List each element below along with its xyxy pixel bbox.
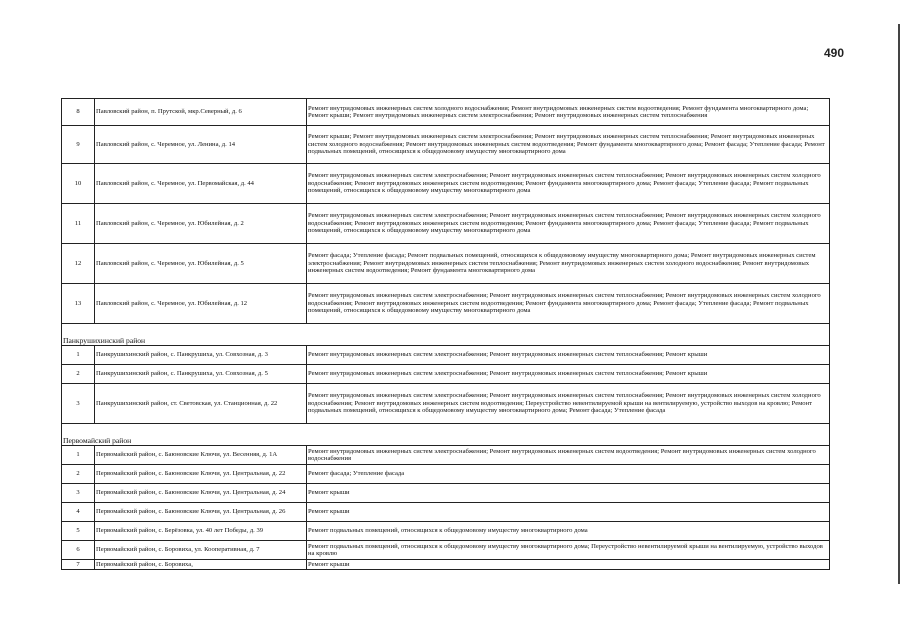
row-address: Павловский район, с. Черемное, ул. Первомайская, д. 44 xyxy=(95,164,307,204)
scan-edge-line xyxy=(898,24,900,584)
row-address: Панкрушихинский район, с. Панкрушиха, ул. Совхозная, д. 3 xyxy=(95,346,307,365)
row-works: Ремонт внутридомовых инженерных систем электроснабжения; Ремонт внутридомовых инженерных систем теплоснабжения; Ремонт внутридомовых инженерных систем холодного водоснабжения; Ремонт внутридомовых инженерных систем водоотведения; Ремонт фундамента многоквартирного дома; Ремонт фасада; Утепление фасада; Ремонт подвальных помещений, относящихся к общедомовому имуществу многоквартирного дома xyxy=(307,164,830,204)
row-address: Первомайский район, с. Баюновские Ключи, ул. Центральная, д. 26 xyxy=(95,503,307,522)
page-number: 490 xyxy=(823,46,844,60)
row-works: Ремонт фасада; Утепление фасада xyxy=(307,465,830,484)
table-row xyxy=(62,384,830,424)
row-number: 1 xyxy=(62,346,95,365)
row-address: Первомайский район, с. Баюновские Ключи, ул. Центральная, д. 24 xyxy=(95,484,307,503)
row-address: Панкрушихинский район, ст. Световская, ул. Станционная, д. 22 xyxy=(95,384,307,424)
row-number: 6 xyxy=(62,541,95,560)
table-row xyxy=(62,541,830,560)
row-number: 11 xyxy=(62,204,95,244)
table-row xyxy=(62,560,830,570)
row-works: Ремонт подвальных помещений, относящихся к общедомовому имуществу многоквартирного дома xyxy=(307,522,830,541)
row-number: 13 xyxy=(62,284,95,324)
row-number: 4 xyxy=(62,503,95,522)
row-address: Первомайский район, с. Берёзовка, ул. 40 лет Победы, д. 39 xyxy=(95,522,307,541)
row-works: Ремонт внутридомовых инженерных систем электроснабжения; Ремонт внутридомовых инженерных систем водоотведения; Ремонт внутридомовых инженерных систем холодного водоснабжения xyxy=(307,446,830,465)
table-row xyxy=(62,503,830,522)
row-address: Павловский район, с. Черемное, ул. Юбилейная, д. 2 xyxy=(95,204,307,244)
row-number: 12 xyxy=(62,244,95,284)
row-number: 10 xyxy=(62,164,95,204)
row-address: Павловский район, с. Черемное, ул. Ленина, д. 14 xyxy=(95,126,307,164)
row-address: Павловский район, п. Прутской, мкр.Северный, д. 6 xyxy=(95,99,307,126)
row-address: Павловский район, с. Черемное, ул. Юбилейная, д. 12 xyxy=(95,284,307,324)
table-row xyxy=(62,99,830,126)
row-number: 9 xyxy=(62,126,95,164)
table-row xyxy=(62,365,830,384)
row-number: 1 xyxy=(62,446,95,465)
row-works: Ремонт крыши xyxy=(307,484,830,503)
row-works: Ремонт крыши xyxy=(307,503,830,522)
repair-program-table xyxy=(61,98,830,570)
row-address: Первомайский район, с. Баюновские Ключи, ул. Весенняя, д. 1А xyxy=(95,446,307,465)
row-address: Панкрушихинский район, с. Панкрушиха, ул. Совхозная, д. 5 xyxy=(95,365,307,384)
row-number: 8 xyxy=(62,99,95,126)
table-row xyxy=(62,446,830,465)
table-row xyxy=(62,465,830,484)
row-number: 3 xyxy=(62,384,95,424)
row-works: Ремонт фасада; Утепление фасада; Ремонт подвальных помещений, относящихся к общедомовому имуществу многоквартирного дома; Ремонт внутридомовых инженерных систем электроснабжения; Ремонт внутридомовых инженерных систем теплоснабжения; Ремонт внутридомовых инженерных систем холодного водоснабжения; Ремонт внутридомовых инженерных систем водоотведения; Ремонт фундамента многоквартирного дома xyxy=(307,244,830,284)
row-works: Ремонт подвальных помещений, относящихся к общедомовому имуществу многоквартирного дома; Переустройство невентилируемой крыши на вентилируемую, устройство выходов на кровлю xyxy=(307,541,830,560)
section-header-row xyxy=(62,324,830,346)
section-header-row xyxy=(62,424,830,446)
row-address: Первомайский район, с. Боровиха, ул. Кооперативная, д. 7 xyxy=(95,541,307,560)
row-works: Ремонт крыши xyxy=(307,560,830,570)
table-row xyxy=(62,204,830,244)
row-number: 2 xyxy=(62,465,95,484)
row-works: Ремонт внутридомовых инженерных систем электроснабжения; Ремонт внутридомовых инженерных систем теплоснабжения; Ремонт внутридомовых инженерных систем холодного водоснабжения; Ремонт внутридомовых инженерных систем водоотведения; Ремонт фундамента многоквартирного дома; Ремонт фасада; Утепление фасада; Ремонт подвальных помещений, относящихся к общедомовому имуществу многоквартирного дома xyxy=(307,204,830,244)
row-works: Ремонт внутридомовых инженерных систем электроснабжения; Ремонт внутридомовых инженерных систем теплоснабжения; Ремонт крыши xyxy=(307,346,830,365)
section-title: Первомайский район xyxy=(62,424,830,446)
row-number: 5 xyxy=(62,522,95,541)
row-works: Ремонт внутридомовых инженерных систем электроснабжения; Ремонт внутридомовых инженерных систем теплоснабжения; Ремонт внутридомовых инженерных систем холодного водоснабжения; Ремонт внутридомовых инженерных систем водоотведения; Ремонт фундамента многоквартирного дома; Ремонт фасада; Утепление фасада; Ремонт подвальных помещений, относящихся к общедомовому имуществу многоквартирного дома xyxy=(307,284,830,324)
section-title: Панкрушихинский район xyxy=(62,324,830,346)
row-address: Первомайский район, с. Баюновские Ключи, ул. Центральная, д. 22 xyxy=(95,465,307,484)
table-row xyxy=(62,164,830,204)
row-works: Ремонт внутридомовых инженерных систем холодного водоснабжения; Ремонт внутридомовых инженерных систем водоотведения; Ремонт фундамента многоквартирного дома; Ремонт крыши; Ремонт внутридомовых инженерных систем электроснабжения; Ремонт внутридомовых инженерных систем теплоснабжения xyxy=(307,99,830,126)
row-number: 3 xyxy=(62,484,95,503)
table-row xyxy=(62,126,830,164)
table-row xyxy=(62,522,830,541)
row-number: 2 xyxy=(62,365,95,384)
row-works: Ремонт крыши; Ремонт внутридомовых инженерных систем электроснабжения; Ремонт внутридомовых инженерных систем теплоснабжения; Ремонт внутридомовых инженерных систем холодного водоснабжения; Ремонт внутридомовых инженерных систем водоотведения; Ремонт фундамента многоквартирного дома; Ремонт фасада; Утепление фасада; Ремонт подвальных помещений, относящихся к общедомовому имуществу многоквартирного дома xyxy=(307,126,830,164)
row-address: Павловский район, с. Черемное, ул. Юбилейная, д. 5 xyxy=(95,244,307,284)
row-number: 7 xyxy=(62,560,95,570)
table-row xyxy=(62,244,830,284)
table-row xyxy=(62,484,830,503)
table-row xyxy=(62,346,830,365)
row-address: Первомайский район, с. Боровиха, xyxy=(95,560,307,570)
row-works: Ремонт внутридомовых инженерных систем электроснабжения; Ремонт внутридомовых инженерных систем теплоснабжения; Ремонт крыши xyxy=(307,365,830,384)
row-works: Ремонт внутридомовых инженерных систем электроснабжения; Ремонт внутридомовых инженерных систем теплоснабжения; Ремонт внутридомовых инженерных систем холодного водоснабжения; Ремонт внутридомовых инженерных систем водоотведения; Переустройство невентилируемой крыши на вентилируемую, устройство выходов на кровлю; Ремонт подвальных помещений, относящихся к общедомовому имуществу многоквартирного дома; Ремонт фасада; Утепление фасада xyxy=(307,384,830,424)
table-row xyxy=(62,284,830,324)
